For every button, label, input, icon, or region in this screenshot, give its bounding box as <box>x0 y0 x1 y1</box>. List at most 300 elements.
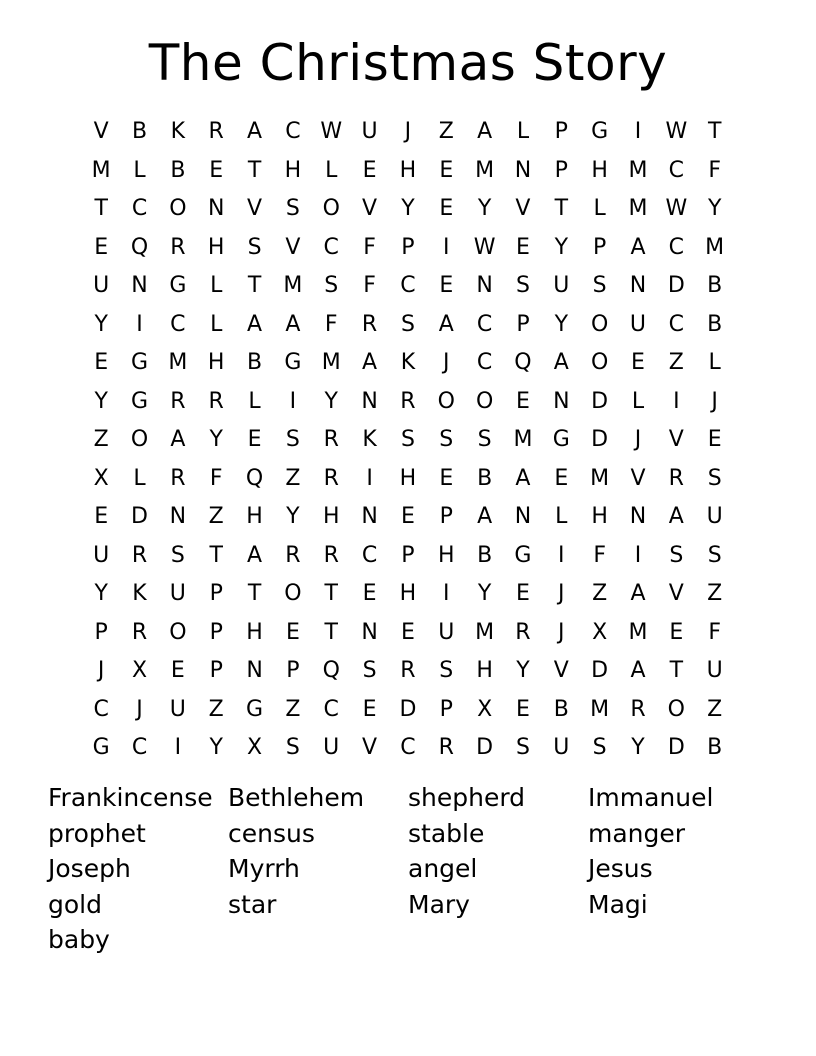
grid-letter: C <box>285 119 301 145</box>
grid-letter: B <box>707 273 723 299</box>
grid-letter: P <box>209 658 223 684</box>
grid-letter: R <box>668 465 684 491</box>
grid-letter: G <box>92 735 110 761</box>
grid-row <box>82 152 734 191</box>
grid-letter: C <box>323 234 339 260</box>
grid-letter: E <box>285 619 300 645</box>
grid-letter: E <box>247 427 262 453</box>
grid-letter: M <box>590 465 610 491</box>
grid-letter: S <box>362 658 377 684</box>
grid-letter: L <box>133 465 146 491</box>
grid-letter: J <box>711 388 718 414</box>
grid-letter: X <box>131 658 148 684</box>
grid-letter: R <box>131 542 148 568</box>
grid-letter: P <box>94 619 108 645</box>
grid-letter: P <box>439 504 453 530</box>
grid-letter: L <box>516 119 530 145</box>
grid-letter: M <box>168 350 188 376</box>
grid-letter: H <box>591 157 608 183</box>
grid-letter: E <box>400 619 415 645</box>
grid-letter: G <box>169 273 187 299</box>
grid-letter: I <box>443 234 450 260</box>
grid-letter: E <box>400 504 415 530</box>
grid-letter: Z <box>592 581 608 607</box>
grid-letter: B <box>247 350 263 376</box>
grid-row <box>82 614 734 653</box>
grid-letter: N <box>476 273 493 299</box>
grid-letter: O <box>590 311 609 337</box>
grid-letter: T <box>247 157 262 183</box>
grid-letter: I <box>366 465 373 491</box>
grid-letter: N <box>131 273 148 299</box>
grid-letter: A <box>477 504 493 530</box>
grid-letter: T <box>209 542 223 568</box>
grid-letter: J <box>558 581 565 607</box>
grid-letter: M <box>628 619 648 645</box>
grid-letter: L <box>708 350 721 376</box>
grid-letter: E <box>362 581 377 607</box>
grid-letter: U <box>553 735 570 761</box>
grid-row <box>82 575 734 614</box>
grid-letter: H <box>246 504 263 530</box>
grid-row <box>82 460 734 499</box>
grid-letter: I <box>673 388 680 414</box>
grid-letter: V <box>247 196 263 222</box>
grid-letter: S <box>592 735 607 761</box>
grid-letter: T <box>94 196 108 222</box>
grid-letter: N <box>629 504 647 530</box>
grid-letter: N <box>514 504 532 530</box>
grid-letter: D <box>667 735 685 761</box>
word-list-item: gold <box>48 889 102 919</box>
grid-letter: L <box>555 504 568 530</box>
grid-letter: U <box>93 273 110 299</box>
grid-letter: N <box>361 619 378 645</box>
grid-letter: G <box>130 388 149 414</box>
grid-letter: Y <box>477 581 492 607</box>
grid-letter: N <box>361 504 378 530</box>
grid-letter: V <box>553 658 569 684</box>
grid-letter: A <box>553 350 569 376</box>
grid-letter: C <box>476 350 493 376</box>
grid-letter: I <box>634 542 642 568</box>
grid-letter: J <box>558 619 565 645</box>
grid-letter: K <box>362 427 377 453</box>
grid-letter: O <box>590 350 609 376</box>
word-list-item: stable <box>408 818 485 848</box>
grid-letter: H <box>437 542 455 568</box>
grid-letter: F <box>708 157 721 183</box>
grid-letter: C <box>361 542 378 568</box>
grid-letter: Y <box>286 504 300 530</box>
grid-letter: E <box>516 581 530 607</box>
grid-letter: Y <box>209 735 223 761</box>
grid-letter: C <box>668 157 685 183</box>
grid-letter: R <box>400 388 416 414</box>
grid-letter: Y <box>94 388 108 414</box>
grid-letter: H <box>322 504 340 530</box>
grid-letter: S <box>439 427 454 453</box>
grid-letter: H <box>476 658 493 684</box>
grid-letter: H <box>284 157 302 183</box>
grid-letter: G <box>591 119 609 145</box>
grid-letter: J <box>443 350 450 376</box>
grid-letter: Q <box>322 658 340 684</box>
grid-letter: Y <box>477 196 492 222</box>
word-search-grid <box>82 113 734 768</box>
grid-letter: N <box>514 157 532 183</box>
grid-letter: Y <box>516 658 530 684</box>
grid-letter: M <box>475 157 495 183</box>
grid-letter: S <box>400 311 415 337</box>
grid-letter: M <box>590 696 610 722</box>
grid-letter: R <box>323 427 339 453</box>
grid-letter: T <box>707 119 722 145</box>
grid-letter: Y <box>209 427 223 453</box>
grid-letter: S <box>707 465 722 491</box>
grid-letter: M <box>91 157 111 183</box>
grid-letter: H <box>246 619 263 645</box>
grid-letter: V <box>515 196 531 222</box>
grid-letter: E <box>94 350 109 376</box>
grid-letter: P <box>439 696 453 722</box>
grid-letter: Y <box>554 234 569 260</box>
grid-letter: A <box>630 234 646 260</box>
word-list-item: star <box>228 889 277 919</box>
word-list-item: Myrrh <box>228 854 300 884</box>
grid-letter: A <box>247 311 263 337</box>
grid-letter: I <box>136 311 143 337</box>
grid-letter: D <box>131 504 148 530</box>
grid-row <box>82 306 734 345</box>
grid-letter: I <box>634 119 642 145</box>
grid-letter: E <box>94 504 109 530</box>
grid-letter: H <box>399 157 417 183</box>
grid-letter: A <box>668 504 684 530</box>
grid-letter: I <box>174 735 182 761</box>
grid-letter: D <box>476 735 494 761</box>
grid-letter: S <box>707 542 722 568</box>
grid-letter: A <box>285 311 301 337</box>
grid-letter: Q <box>245 465 264 491</box>
grid-letter: U <box>93 542 110 568</box>
grid-letter: O <box>667 696 685 722</box>
grid-letter: X <box>592 619 608 645</box>
grid-letter: J <box>97 658 105 684</box>
grid-letter: B <box>707 735 723 761</box>
grid-letter: A <box>438 311 454 337</box>
word-list-item: manger <box>588 818 686 848</box>
grid-letter: Y <box>707 196 722 222</box>
grid-letter: B <box>170 157 186 183</box>
grid-letter: S <box>285 196 300 222</box>
grid-row <box>82 421 734 460</box>
grid-letter: B <box>477 542 493 568</box>
grid-letter: Z <box>707 696 723 722</box>
grid-letter: R <box>323 542 339 568</box>
word-list-item: shepherd <box>408 783 526 812</box>
grid-letter: P <box>593 234 607 260</box>
grid-letter: M <box>321 350 341 376</box>
grid-row <box>82 190 734 229</box>
grid-letter: A <box>247 542 263 568</box>
grid-letter: M <box>283 273 303 299</box>
grid-letter: E <box>631 350 645 376</box>
grid-row <box>82 652 734 691</box>
grid-row <box>82 383 734 422</box>
word-list <box>48 780 788 958</box>
grid-letter: R <box>323 465 339 491</box>
grid-letter: V <box>362 735 378 761</box>
grid-letter: R <box>630 696 646 722</box>
grid-letter: H <box>399 465 417 491</box>
grid-letter: U <box>169 696 186 722</box>
grid-letter: M <box>513 427 533 453</box>
grid-letter: R <box>131 619 148 645</box>
grid-letter: C <box>323 696 339 722</box>
grid-letter: C <box>668 234 685 260</box>
grid-letter: K <box>132 581 147 607</box>
grid-letter: S <box>515 273 530 299</box>
word-list-item: angel <box>408 854 478 884</box>
grid-letter: G <box>284 350 302 376</box>
grid-letter: T <box>554 196 569 222</box>
grid-letter: J <box>136 696 143 722</box>
grid-letter: C <box>131 196 148 222</box>
grid-letter: W <box>665 119 688 145</box>
grid-row <box>82 229 734 268</box>
grid-letter: S <box>592 273 607 299</box>
grid-letter: V <box>630 465 646 491</box>
grid-letter: E <box>362 696 377 722</box>
grid-letter: Z <box>668 350 684 376</box>
grid-letter: Z <box>208 504 224 530</box>
grid-letter: N <box>246 658 263 684</box>
grid-letter: N <box>207 196 225 222</box>
grid-letter: S <box>324 273 339 299</box>
grid-letter: R <box>208 119 224 145</box>
grid-letter: S <box>285 735 300 761</box>
grid-letter: F <box>209 465 223 491</box>
grid-letter: A <box>247 119 263 145</box>
grid-letter: R <box>170 234 186 260</box>
grid-letter: Q <box>514 350 532 376</box>
grid-letter: R <box>400 658 416 684</box>
grid-letter: X <box>93 465 109 491</box>
word-list-item: Joseph <box>48 854 131 884</box>
grid-letter: C <box>131 735 148 761</box>
grid-letter: C <box>93 696 109 722</box>
grid-letter: E <box>669 619 684 645</box>
grid-letter: P <box>401 542 415 568</box>
grid-letter: E <box>94 234 109 260</box>
grid-letter: L <box>133 157 146 183</box>
grid-letter: E <box>439 157 454 183</box>
grid-letter: W <box>473 234 496 260</box>
grid-letter: U <box>706 504 723 530</box>
grid-letter: Y <box>554 311 569 337</box>
grid-letter: P <box>516 311 530 337</box>
grid-letter: J <box>634 427 642 453</box>
grid-letter: O <box>322 196 340 222</box>
grid-letter: C <box>170 311 186 337</box>
grid-letter: Y <box>94 581 108 607</box>
grid-letter: L <box>248 388 261 414</box>
grid-letter: G <box>246 696 264 722</box>
grid-letter: G <box>514 542 532 568</box>
grid-letter: C <box>668 311 685 337</box>
grid-letter: Z <box>285 696 301 722</box>
grid-letter: E <box>170 658 185 684</box>
grid-letter: O <box>284 581 302 607</box>
grid-letter: M <box>628 196 648 222</box>
grid-letter: V <box>93 119 109 145</box>
grid-letter: K <box>170 119 186 145</box>
grid-letter: M <box>475 619 495 645</box>
grid-letter: O <box>475 388 494 414</box>
grid-letter: M <box>628 157 648 183</box>
grid-letter: R <box>361 311 378 337</box>
grid-letter: H <box>591 504 608 530</box>
grid-letter: E <box>554 465 569 491</box>
grid-letter: O <box>437 388 455 414</box>
grid-letter: O <box>169 619 187 645</box>
grid-letter: U <box>438 619 455 645</box>
grid-row <box>82 537 734 576</box>
grid-letter: A <box>515 465 531 491</box>
grid-letter: C <box>476 311 493 337</box>
grid-letter: K <box>400 350 416 376</box>
grid-letter: A <box>630 581 646 607</box>
grid-letter: D <box>591 388 609 414</box>
grid-row <box>82 498 734 537</box>
grid-letter: U <box>169 581 186 607</box>
grid-letter: F <box>324 311 338 337</box>
grid-letter: Y <box>324 388 338 414</box>
grid-letter: A <box>630 658 646 684</box>
grid-letter: T <box>324 619 338 645</box>
grid-letter: H <box>207 350 225 376</box>
grid-letter: X <box>477 696 493 722</box>
grid-letter: T <box>324 581 338 607</box>
grid-letter: Z <box>438 119 454 145</box>
grid-letter: G <box>130 350 149 376</box>
grid-letter: N <box>169 504 187 530</box>
grid-letter: S <box>515 735 530 761</box>
grid-letter: R <box>208 388 224 414</box>
grid-letter: E <box>439 196 454 222</box>
grid-letter: Z <box>285 465 301 491</box>
grid-letter: O <box>130 427 149 453</box>
grid-letter: E <box>362 157 377 183</box>
grid-letter: L <box>210 311 223 337</box>
grid-letter: N <box>553 388 570 414</box>
grid-letter: R <box>170 465 186 491</box>
grid-letter: R <box>438 735 454 761</box>
grid-letter: D <box>591 658 609 684</box>
grid-letter: V <box>285 234 301 260</box>
grid-letter: U <box>706 658 723 684</box>
grid-letter: W <box>665 196 688 222</box>
grid-letter: D <box>399 696 417 722</box>
grid-letter: F <box>363 273 376 299</box>
grid-letter: S <box>170 542 185 568</box>
grid-letter: H <box>399 581 417 607</box>
grid-letter: L <box>631 388 645 414</box>
grid-letter: V <box>668 427 684 453</box>
grid-letter: F <box>593 542 606 568</box>
grid-row <box>82 344 734 383</box>
page-title: The Christmas Story <box>148 34 668 92</box>
grid-letter: P <box>554 157 568 183</box>
word-list-item: Jesus <box>588 854 653 884</box>
grid-letter: D <box>667 273 685 299</box>
grid-letter: U <box>553 273 570 299</box>
grid-letter: N <box>629 273 647 299</box>
grid-letter: W <box>320 119 343 145</box>
grid-letter: L <box>593 196 606 222</box>
grid-letter: A <box>170 427 186 453</box>
grid-letter: T <box>669 658 684 684</box>
grid-letter: E <box>516 696 530 722</box>
grid-letter: G <box>552 427 570 453</box>
grid-letter: B <box>707 311 723 337</box>
grid-letter: I <box>289 388 297 414</box>
grid-letter: S <box>247 234 262 260</box>
grid-letter: F <box>363 234 376 260</box>
grid-letter: Y <box>631 735 645 761</box>
grid-letter: R <box>170 388 186 414</box>
grid-letter: H <box>207 234 225 260</box>
grid-letter: V <box>668 581 684 607</box>
word-list-item: Bethlehem <box>228 783 365 812</box>
grid-letter: E <box>516 388 530 414</box>
word-list-item: Immanuel <box>588 783 714 812</box>
grid-letter: F <box>708 619 721 645</box>
grid-letter: U <box>323 735 340 761</box>
grid-letter: V <box>362 196 378 222</box>
grid-letter: B <box>553 696 569 722</box>
grid-letter: Y <box>94 311 108 337</box>
grid-letter: N <box>361 388 378 414</box>
grid-letter: A <box>362 350 378 376</box>
grid-letter: S <box>285 427 300 453</box>
word-list-item: census <box>228 818 315 848</box>
grid-letter: U <box>361 119 378 145</box>
grid-letter: S <box>477 427 492 453</box>
grid-letter: Z <box>707 581 723 607</box>
word-list-item: Frankincense <box>48 783 213 812</box>
grid-letter: M <box>705 234 725 260</box>
grid-letter: C <box>400 735 416 761</box>
grid-letter: S <box>439 658 454 684</box>
grid-letter: I <box>558 542 565 568</box>
grid-letter: S <box>669 542 684 568</box>
grid-letter: E <box>516 234 530 260</box>
grid-letter: U <box>629 311 647 337</box>
word-list-item: Mary <box>408 889 470 919</box>
grid-letter: A <box>477 119 493 145</box>
grid-letter: E <box>439 465 454 491</box>
grid-letter: E <box>209 157 224 183</box>
grid-letter: D <box>591 427 609 453</box>
grid-letter: E <box>439 273 454 299</box>
grid-letter: T <box>247 581 262 607</box>
grid-letter: S <box>400 427 415 453</box>
grid-letter: B <box>131 119 148 145</box>
grid-letter: T <box>247 273 262 299</box>
grid-letter: P <box>209 619 223 645</box>
